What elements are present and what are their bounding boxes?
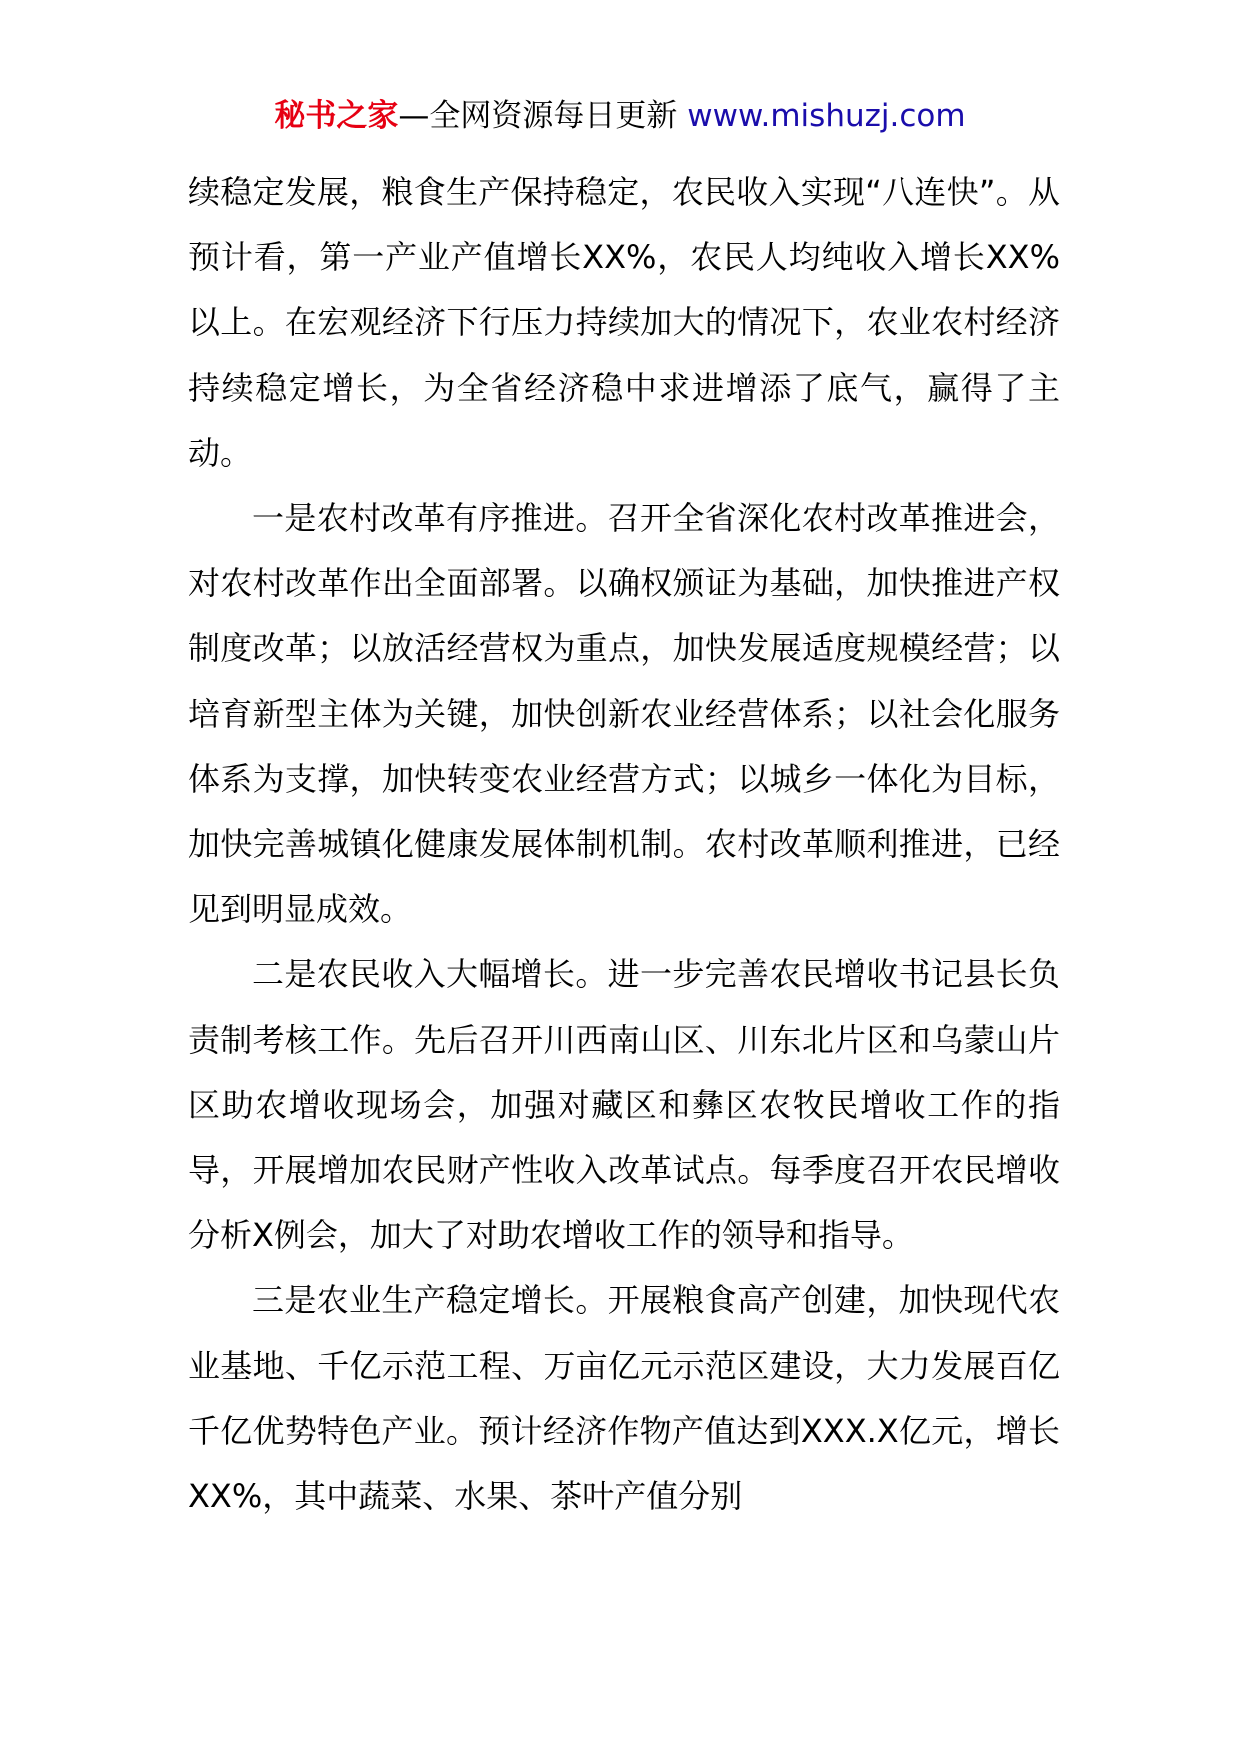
site-brand: 秘书之家 — [274, 98, 399, 134]
paragraph-continuation: 续稳定发展，粮食生产保持稳定，农民收入实现“八连快”。从预计看，第一产业产值增长XX%，农民人均纯收入增长XX%以上。在宏观经济下行压力持续加大的情况下，农业农村经济持续稳定增长，为全省经济稳中求进增添了底气，赢得了主动。 — [188, 173, 1060, 472]
paragraph-farmer-income: 二是农民收入大幅增长。进一步完善农民增收书记县长负责制考核工作。先后召开川西南山区、川东北片区和乌蒙山片区助农增收现场会，加强对藏区和彝区农牧民增收工作的指导，开展增加农民财产性收入改革试点。每季度召开农民增收分析X例会，加大了对助农增收工作的领导和指导。 — [188, 955, 1060, 1255]
document-body — [188, 160, 1060, 1529]
site-tagline: —全网资源每日更新 — [398, 98, 678, 134]
paragraph-rural-reform: 一是农村改革有序推进。召开全省深化农村改革推进会，对农村改革作出全面部署。以确权颁证为基础，加快推进产权制度改革；以放活经营权为重点，加快发展适度规模经营；以培育新型主体为关键，加快创新农业经营体系；以社会化服务体系为支撑，加快转变农业经营方式；以城乡一体化为目标，加快完善城镇化健康发展体制机制。农村改革顺利推进，已经见到明显成效。 — [188, 499, 1060, 929]
site-header — [0, 96, 1240, 136]
site-url-link[interactable]: www.mishuzj.com — [687, 98, 966, 134]
paragraph-agricultural-production: 三是农业生产稳定增长。开展粮食高产创建，加快现代农业基地、千亿示范工程、万亩亿元示范区建设，大力发展百亿千亿优势特色产业。预计经济作物产值达到XXX.X亿元，增长XX%，其中蔬菜、水果、茶叶产值分别 — [188, 1281, 1060, 1516]
